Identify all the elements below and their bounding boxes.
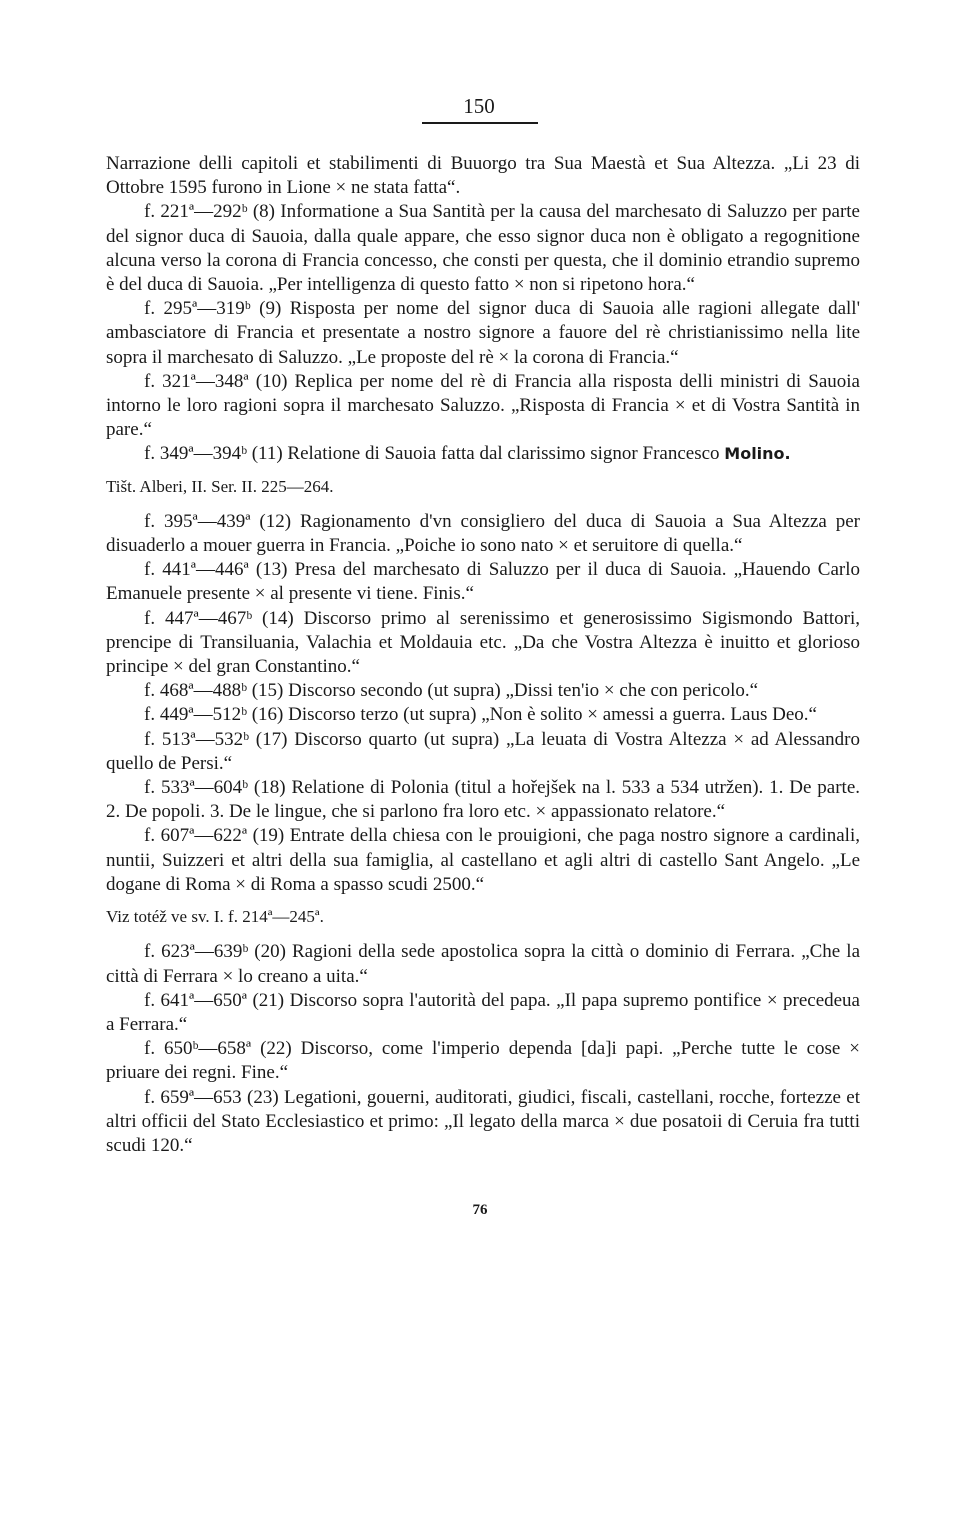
header-rule xyxy=(422,122,538,124)
entry-16: f. 449ª—512ᵇ (16) Discorso terzo (ut supra) „Non è solito × amessi a guerra. Laus Deo.“ xyxy=(144,704,817,726)
entry-17: f. 513ª—532ᵇ (17) Discorso quarto (ut supra) „La leuata di Vostra Altezza × ad Alessandro quello de Persi.“ xyxy=(106,728,860,774)
note-viz: Viz totéž ve sv. I. f. 214ª—245ª. xyxy=(106,907,324,927)
entry-10: f. 321ª—348ª (10) Replica per nome del rè di Francia alla risposta delli ministri di Sauoia intorno le loro ragioni sopra il marchesato Saluzzo. „Risposta di Francia × et di Vostra Santità in pare.“ xyxy=(106,370,860,441)
entry-12: f. 395ª—439ª (12) Ragionamento d'vn consigliero del duca di Sauoia a Sua Altezza per disuaderlo a mouer guerra in Francia. „Poiche io sono nato × et seruitore di quella.“ xyxy=(106,510,860,557)
footer-number: 76 xyxy=(472,1202,488,1218)
entry-14: f. 447ª—467ᵇ (14) Discorso primo al serenissimo et generosissimo Sigismondo Battori, prencipe di Transiluania, Valachia et Moldauia etc. „Da che Vostra Altezza è inuitto et glorioso principe × del gran Constantino.“ xyxy=(106,607,860,678)
entry-15: f. 468ª—488ᵇ (15) Discorso secondo (ut supra) „Dissi ten'io × che con pericolo.“ xyxy=(144,680,759,702)
entry-11-text: f. 349ª—394ᵇ (11) Relatione di Sauoia fatta dal clarissimo signor Francesco xyxy=(144,443,725,465)
entry-13: f. 441ª—446ª (13) Presa del marchesato di Saluzzo per il duca di Sauoia. „Hauendo Carlo Emanuele presente × al presente vi tiene. Finis.“ xyxy=(106,559,860,605)
entry-8: f. 221ª—292ᵇ (8) Informatione a Sua Santità per la causa del marchesato di Saluzzo per parte del signor duca di Sauoia, dalla quale appare, che esso signor duca non è obligato a regognitione alcuna verso la corona di Francia concesso, che consti per questa, che il dominio etrandio supremo è del duca di Sauoia. „Per intelligenza di questo fatto × non si ripetono hora.“ xyxy=(106,201,860,296)
entry-22: f. 650ᵇ—658ª (22) Discorso, come l'imperio dependa [da]i papi. „Perche tutte le cose × priuare dei regni. Fine.“ xyxy=(106,1038,860,1084)
entry-23: f. 659ª—653 (23) Legationi, gouerni, auditorati, giudici, fiscali, castellani, rocche, fortezze et altri officii del Stato Ecclesiastico et primo: „Il legato della marca × due posatoii di Ceruia fra tutti scudi 120.“ xyxy=(106,1086,860,1156)
entry-21: f. 641ª—650ª (21) Discorso sopra l'autorità del papa. „Il papa supremo pontifice × precedeua a Ferrara.“ xyxy=(106,989,860,1035)
entry-18: f. 533ª—604ᵇ (18) Relatione di Polonia (titul a hořejšek na l. 533 a 534 utržen). 1. De parte. 2. De popoli. 3. De le lingue, che si parlono fra loro etc. × appassionato relatore.“ xyxy=(106,777,860,823)
entry-19: f. 607ª—622ª (19) Entrate della chiesa con le prouigioni, che paga nostro signore a cardinali, nuntii, Suizzeri et altri della sua famiglia, al castellano et agli altri di castello Sant Angelo. „Le dogane di Roma × di Roma a spasso scudi 2500.“ xyxy=(106,825,860,895)
page-number: 150 xyxy=(463,94,495,118)
note-alberi: Tišt. Alberi, II. Ser. II. 225—264. xyxy=(106,476,334,496)
entry-11 xyxy=(106,442,860,466)
entry-20: f. 623ª—639ᵇ (20) Ragioni della sede apostolica sopra la città o dominio di Ferrara. „Che la città di Ferrara × lo creano a uita.“ xyxy=(106,941,860,987)
document-body xyxy=(106,152,860,1158)
entry-11-bold-name: Molino. xyxy=(724,444,791,464)
entry-9: f. 295ª—319ᵇ (9) Risposta per nome del signor duca di Sauoia alle ragioni allegate dall' ambasciatore di Francia et presentate a nostro signore a fauore del rè christianissimo nella lite sopra il marchesato di Saluzzo. „Le proposte del rè × la corona di Francia.“ xyxy=(106,298,860,368)
intro-paragraph: Narrazione delli capitoli et stabilimenti di Buuorgo tra Sua Maestà et Sua Altezza. „Li 23 di Ottobre 1595 furono in Lione × ne stata fatta“. xyxy=(106,153,860,199)
